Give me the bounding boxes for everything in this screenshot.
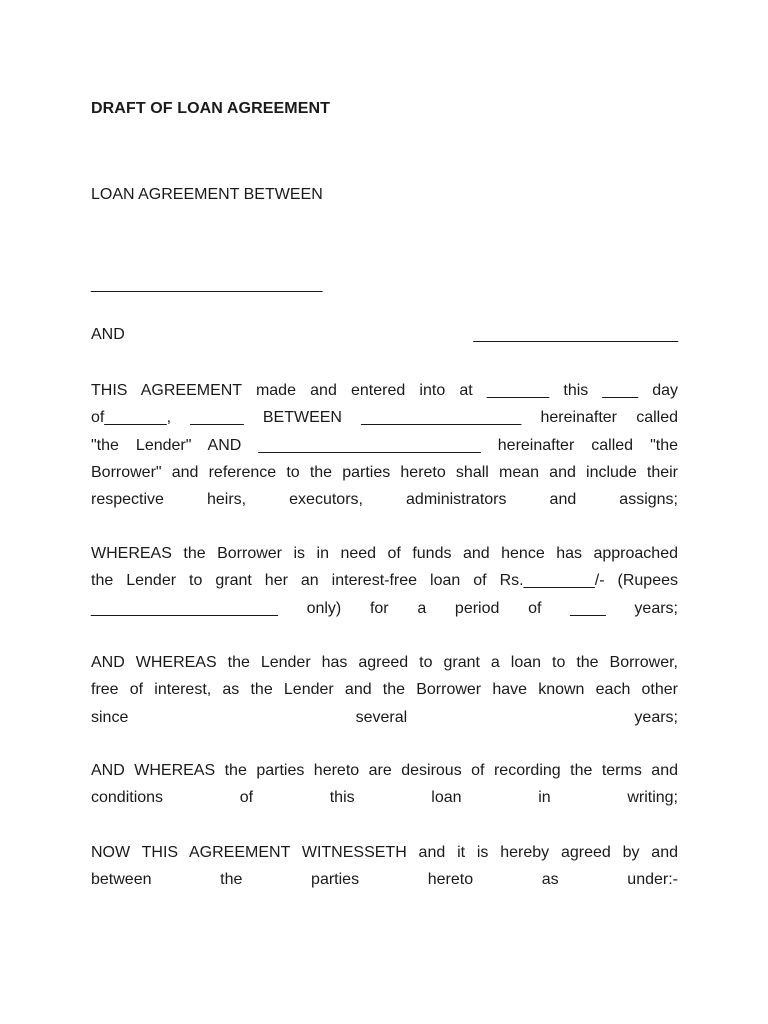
paragraph-line: THIS AGREEMENT made and entered into at _______ this ____ day bbox=[91, 382, 678, 399]
document-title: DRAFT OF LOAN AGREEMENT bbox=[91, 100, 331, 117]
paragraph-line: WHEREAS the Borrower is in need of funds and hence has approached bbox=[91, 545, 678, 562]
paragraph-line: free of interest, as the Lender and the Borrower have known each other bbox=[91, 681, 678, 699]
document-subtitle: LOAN AGREEMENT BETWEEN bbox=[91, 186, 323, 203]
paragraph-line: AND WHEREAS the parties hereto are desirous of recording the terms and bbox=[91, 762, 678, 779]
paragraph-line: NOW THIS AGREEMENT WITNESSETH and it is hereby agreed by and bbox=[91, 844, 678, 861]
paragraph-line: since several years; bbox=[91, 708, 678, 726]
paragraph-line: between the parties hereto as under:- bbox=[91, 871, 678, 889]
paragraph-line: AND WHEREAS the Lender has agreed to grant a loan to the Borrower, bbox=[91, 654, 678, 671]
witnesseth-paragraph bbox=[91, 839, 678, 894]
paragraph-line: conditions of this loan in writing; bbox=[91, 789, 678, 807]
paragraph-line: Borrower" and reference to the parties hereto shall mean and include their bbox=[91, 463, 678, 481]
paragraph-line: _____________________ only) for a period of ____ years; bbox=[91, 599, 678, 617]
paragraph-line: respective heirs, executors, administrators and assigns; bbox=[91, 491, 678, 509]
second-party-blank: _______________________ bbox=[473, 326, 678, 343]
and-whereas-lender-paragraph bbox=[91, 649, 678, 731]
and-whereas-parties-paragraph bbox=[91, 757, 678, 812]
agreement-paragraph bbox=[91, 377, 678, 513]
whereas-paragraph bbox=[91, 540, 678, 622]
paragraph-line: of_______, ______ BETWEEN __________________ hereinafter called bbox=[91, 409, 678, 427]
and-label: AND bbox=[91, 326, 125, 343]
paragraph-line: "the Lender" AND _________________________ hereinafter called "the bbox=[91, 436, 678, 454]
first-party-blank: __________________________ bbox=[91, 276, 323, 293]
paragraph-line: the Lender to grant her an interest-free loan of Rs.________/- (Rupees bbox=[91, 572, 678, 590]
